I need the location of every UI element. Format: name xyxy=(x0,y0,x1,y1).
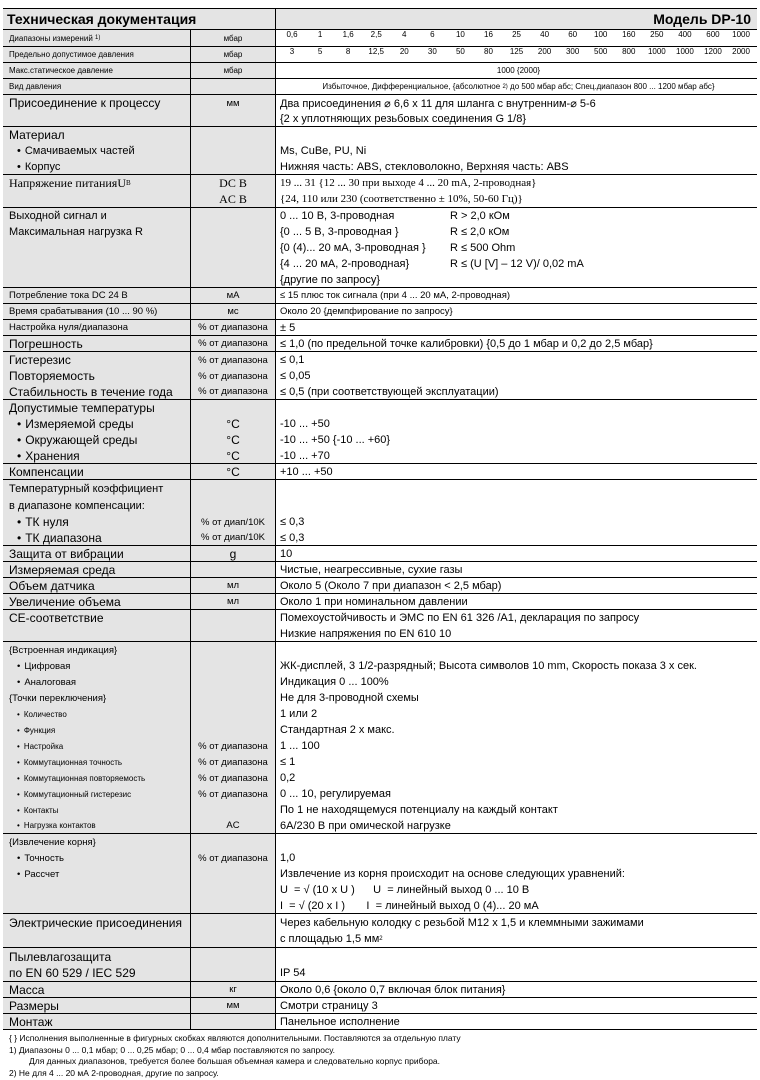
temp-storage-value: -10 ... +70 xyxy=(280,449,330,462)
response-label: Время срабатывания (10 ... 90 %) xyxy=(3,304,191,319)
current-unit: мА xyxy=(191,288,276,303)
power-ac-value: {24, 110 или 230 (соответственно ± 10%, 50-60 Гц)} xyxy=(280,193,523,205)
hysteresis-row xyxy=(3,352,757,368)
comp-value: +10 ... +50 xyxy=(280,465,333,478)
range-value: 60 xyxy=(568,30,578,39)
power-dc-value: 19 ... 31 {12 ... 30 при выходе 4 ... 20 mA, 2-проводная} xyxy=(280,177,537,189)
electrical-line1: Через кабельную колодку с резьбой M12 x 1,5 и клеммными зажимами xyxy=(280,916,644,929)
footnote-2: 2) Не для 4 ... 20 мА 2-проводная, другие по запросу. xyxy=(9,1067,219,1078)
repeat-value: ≤ 0,05 xyxy=(280,370,311,382)
switch-item-label: • Коммутационная повторяемость xyxy=(3,770,191,786)
ranges-values xyxy=(276,30,757,46)
display-digital-value: ЖК-дисплей, 3 1/2-разрядный; Высота символов 10 mm, Скорость показа 3 x сек. xyxy=(280,660,697,672)
volume-unit: мл xyxy=(191,578,276,593)
volume-value: Около 5 (Около 7 при диапазон < 2,5 мбар) xyxy=(280,579,502,592)
static-value: 1000 {2000} xyxy=(496,66,541,75)
switch-item-unit xyxy=(191,722,276,738)
temp-ambient-label: • Окружающей среды xyxy=(3,432,191,448)
mount-row xyxy=(3,1014,757,1030)
ptype-label: Вид давления xyxy=(3,79,191,94)
tk-zero-value: ≤ 0,3 xyxy=(280,516,305,528)
model-title: Модель DP-10 xyxy=(653,11,751,27)
output-row-1 xyxy=(3,208,757,224)
datasheet xyxy=(3,8,757,1079)
overload-value: 5 xyxy=(317,47,323,56)
mount-label: Монтаж xyxy=(3,1014,191,1029)
display-analog-value: Индикация 0 ... 100% xyxy=(280,676,389,688)
zero-value: ± 5 xyxy=(280,321,296,334)
overload-value: 20 xyxy=(399,47,409,56)
connection-line1: Два присоединения ⌀ 6,6 x 11 для шланга с внутренним-⌀ 5-6 xyxy=(280,97,596,110)
stability-value: ≤ 0,5 (при соответствующей эксплуатации) xyxy=(280,385,499,398)
tk-zero-label: • ТК нуля xyxy=(3,514,191,530)
temp-storage-label: • Хранения xyxy=(3,448,191,463)
accuracy-row xyxy=(3,336,757,352)
range-value: 400 xyxy=(678,30,692,39)
switch-item-label: • Нагрузка контактов xyxy=(3,818,191,833)
overload-value: 1200 xyxy=(704,47,722,56)
temp-medium-label: • Измеряемой среды xyxy=(3,416,191,432)
root-calc-value: Извлечение из корня происходит на основе следующих уравнений: xyxy=(280,868,625,880)
overload-values xyxy=(276,47,757,62)
root-acc-label: • Точность xyxy=(3,850,191,866)
root-acc-unit: % от диапазона xyxy=(191,850,276,866)
output-label-2: Максимальная нагрузка R xyxy=(3,224,191,240)
output-load-3: R ≤ 500 Ohm xyxy=(450,242,516,254)
overload-value: 125 xyxy=(509,47,524,56)
root-row xyxy=(3,834,757,850)
current-label: Потребление тока DC 24 В xyxy=(3,288,191,303)
root-label: {Извлечение корня} xyxy=(3,834,191,850)
wet-parts-label: • Смачиваемых частей xyxy=(3,143,191,159)
temps-label: Допустимые температуры xyxy=(3,400,191,416)
range-value: 4 xyxy=(402,30,407,39)
range-value: 600 xyxy=(706,30,720,39)
range-value: 6 xyxy=(430,30,435,39)
overload-value: 8 xyxy=(345,47,351,56)
stability-label: Стабильность в течение года xyxy=(3,384,191,399)
tk-label-2: в диапазоне компенсации: xyxy=(3,497,191,514)
stability-row xyxy=(3,384,757,400)
switch-item-value: 0 ... 10, регулируемая xyxy=(280,788,391,800)
current-row xyxy=(3,288,757,304)
comp-unit: °C xyxy=(191,464,276,479)
temp-ambient-unit: °C xyxy=(191,432,276,448)
power-label: Напряжение питанияU B xyxy=(3,175,191,191)
repeat-label: Повторяемость xyxy=(3,368,191,384)
zero-unit: % от диапазона xyxy=(191,320,276,335)
tk-span-unit: % от диап/10K xyxy=(191,530,276,545)
range-value: 1,6 xyxy=(342,30,354,39)
output-signal-1: 0 ... 10 В, 3-проводная xyxy=(280,210,395,222)
temps-row xyxy=(3,400,757,416)
range-value: 1000 xyxy=(732,30,750,39)
hysteresis-value: ≤ 0,1 xyxy=(280,354,305,366)
switch-item-unit: AC xyxy=(191,818,276,833)
overload-value: 3 xyxy=(289,47,295,56)
connection-row xyxy=(3,95,757,111)
accuracy-unit: % от диапазона xyxy=(191,336,276,351)
ip-label-1: Пылевлагозащита xyxy=(3,948,191,965)
accuracy-value: ≤ 1,0 (по предельной точке калибровки) {0,5 до 1 мбар и 0,2 до 2,5 мбар} xyxy=(280,337,653,350)
output-load-1: R > 2,0 кОм xyxy=(450,210,510,222)
range-value: 10 xyxy=(455,30,465,39)
volinc-value: Около 1 при номинальном давлении xyxy=(280,595,468,608)
range-value: 1 xyxy=(317,30,323,39)
switch-row-item xyxy=(3,818,757,834)
switch-row-item xyxy=(3,802,757,818)
output-row-4 xyxy=(3,256,757,272)
range-value: 25 xyxy=(512,30,521,39)
overload-value: 2000 xyxy=(732,47,750,56)
switch-row-item xyxy=(3,754,757,770)
connection-line2: {2 x уплотняющих резьбовых соединения G 1/8} xyxy=(280,112,527,125)
wet-parts-value: Ms, CuBe, PU, Ni xyxy=(280,145,367,157)
switch-item-value: 1 или 2 xyxy=(280,708,318,720)
tk-zero-unit: % от диап/10K xyxy=(191,514,276,530)
ce-label: CE-соответствие xyxy=(3,610,191,626)
switch-rows xyxy=(3,706,757,834)
output-other: {другие по запросу} xyxy=(280,273,381,286)
switch-item-label: • Контакты xyxy=(3,802,191,818)
switch-item-unit: % от диапазона xyxy=(191,786,276,802)
repeat-row xyxy=(3,368,757,384)
temp-medium-value: -10 ... +50 xyxy=(280,418,330,430)
zero-row xyxy=(3,320,757,336)
dims-label: Размеры xyxy=(3,998,191,1013)
temp-ambient-value: -10 ... +50 {-10 ... +60} xyxy=(280,434,391,446)
overload-value: 12,5 xyxy=(368,47,384,56)
accuracy-label: Погрешность xyxy=(3,336,191,351)
dims-unit: мм xyxy=(191,998,276,1013)
range-value: 250 xyxy=(650,30,664,39)
switch-row-item xyxy=(3,770,757,786)
mount-value: Панельное исполнение xyxy=(280,1015,400,1028)
output-row-3 xyxy=(3,240,757,256)
switch-item-unit: % от диапазона xyxy=(191,738,276,754)
switch-item-unit xyxy=(191,706,276,722)
electrical-label: Электрические присоединения xyxy=(3,914,191,931)
connection-label: Присоединение к процессу xyxy=(3,95,191,111)
ptype-value: Избыточное, Дифференциальное, {абсолютное 2) до 500 мбар абс; Спец.диапазон 800 ... 1200 мбар абс} xyxy=(322,82,715,91)
vibration-value: 10 xyxy=(280,547,293,560)
mass-unit: кг xyxy=(191,982,276,997)
output-load-2: R ≤ 2,0 кОм xyxy=(450,226,510,238)
overload-value: 500 xyxy=(594,47,608,56)
tk-row xyxy=(3,480,757,497)
footnote-1-cont: Для данных диапазонов, требуется более большая объемная камера и следовательно корпус прибора. xyxy=(29,1056,441,1066)
switch-item-value: ≤ 1 xyxy=(280,756,296,768)
overload-unit: мбар xyxy=(191,47,276,62)
switch-item-value: 0,2 xyxy=(280,772,296,784)
switch-item-label: • Коммутационная точность xyxy=(3,754,191,770)
switch-item-unit: % от диапазона xyxy=(191,770,276,786)
mass-value: Около 0,6 {около 0,7 включая блок питания} xyxy=(280,983,506,996)
range-value: 40 xyxy=(540,30,550,39)
medium-value: Чистые, неагрессивные, сухие газы xyxy=(280,563,463,576)
vibration-row xyxy=(3,546,757,562)
static-unit: мбар xyxy=(191,63,276,78)
tk-span-label: • ТК диапазона xyxy=(3,530,191,545)
electrical-row xyxy=(3,914,757,931)
output-row-2 xyxy=(3,224,757,240)
overload-row xyxy=(3,46,757,62)
repeat-unit: % от диапазона xyxy=(191,368,276,384)
switch-item-label: • Функция xyxy=(3,722,191,738)
switch-item-value: 1 ... 100 xyxy=(280,740,320,752)
root-eq2: I = √ (20 x I ) I = линейный выход 0 (4)... 20 мА xyxy=(280,899,539,912)
static-row xyxy=(3,62,757,78)
material-label: Материал xyxy=(3,127,191,143)
root-calc-label: • Рассчет xyxy=(3,866,191,882)
vibration-label: Защита от вибрации xyxy=(3,546,191,561)
output-signal-4: {4 ... 20 мА, 2-проводная} xyxy=(280,258,410,270)
range-value: 2,5 xyxy=(370,30,382,39)
ranges-label: Диапазоны измерений 1) xyxy=(3,30,191,46)
tk-label-1: Температурный коэффициент xyxy=(3,480,191,497)
ip-label-2: по EN 60 529 / IEC 529 xyxy=(3,965,191,981)
hysteresis-unit: % от диапазона xyxy=(191,352,276,368)
connection-unit: мм xyxy=(191,95,276,111)
ranges-row xyxy=(3,30,757,46)
switch-item-label: • Количество xyxy=(3,706,191,722)
switch-item-label: • Настройка xyxy=(3,738,191,754)
zero-label: Настройка нуля/диапазона xyxy=(3,320,191,335)
overload-label: Предельно допустимое давления xyxy=(3,47,191,62)
switch-item-unit: % от диапазона xyxy=(191,754,276,770)
root-acc-value: 1,0 xyxy=(280,852,296,864)
switch-row-item xyxy=(3,786,757,802)
material-row xyxy=(3,127,757,143)
output-signal-2: {0 ... 5 В, 3-проводная } xyxy=(280,226,399,238)
overload-value: 80 xyxy=(484,47,493,56)
ranges-unit: мбар xyxy=(191,30,276,46)
temp-storage-unit: °C xyxy=(191,448,276,463)
overload-value: 300 xyxy=(565,47,580,56)
ip-row xyxy=(3,948,757,965)
volinc-row xyxy=(3,594,757,610)
range-value: 16 xyxy=(484,30,493,39)
response-unit: мс xyxy=(191,304,276,319)
footnote-braces: { } Исполнения выполненные в фигурных скобках являются дополнительными. Поставляются за отдельную плату xyxy=(9,1033,461,1043)
case-label: • Корпус xyxy=(3,159,191,174)
case-value: Нижняя часть: ABS, стекловолокно, Верхняя часть: ABS xyxy=(280,160,569,173)
medium-row xyxy=(3,562,757,578)
switch-row-item xyxy=(3,738,757,754)
output-load-4: R ≤ (U [V] – 12 V)/ 0,02 mA xyxy=(450,258,584,270)
power-ac-unit: AC B xyxy=(191,191,276,207)
ce-row xyxy=(3,610,757,626)
mass-label: Масса xyxy=(3,982,191,997)
display-label: {Встроенная индикация} xyxy=(3,642,191,658)
temp-medium-unit: °C xyxy=(191,416,276,432)
switch-row-item xyxy=(3,722,757,738)
sheet-header xyxy=(3,8,757,30)
static-label: Макс.статическое давление xyxy=(3,63,191,78)
doc-title: Техническая документация xyxy=(3,9,276,29)
display-analog-label: • Аналоговая xyxy=(3,674,191,690)
power-dc-unit: DC B xyxy=(191,175,276,191)
output-label-1: Выходной сигнал и xyxy=(3,208,191,224)
volume-row xyxy=(3,578,757,594)
volume-label: Объем датчика xyxy=(3,578,191,593)
switch-item-value: 6A/230 В при омической нагрузке xyxy=(280,819,451,832)
display-digital-label: • Цифровая xyxy=(3,658,191,674)
ip-value: IP 54 xyxy=(280,967,306,979)
switch-item-value: По 1 не находящемуся потенциалу на каждый контакт xyxy=(280,804,558,816)
switch-value: Не для 3-проводной схемы xyxy=(280,692,419,704)
volinc-label: Увеличение объема xyxy=(3,594,191,609)
medium-label: Измеряемая среда xyxy=(3,562,191,577)
volinc-unit: мл xyxy=(191,594,276,609)
range-value: 100 xyxy=(594,30,608,39)
overload-value: 200 xyxy=(537,47,552,56)
response-row xyxy=(3,304,757,320)
dims-value: Смотри страницу 3 xyxy=(280,999,378,1012)
mass-row xyxy=(3,982,757,998)
dims-row xyxy=(3,998,757,1014)
ptype-row xyxy=(3,78,757,95)
tk-span-value: ≤ 0,3 xyxy=(280,531,305,544)
overload-value: 50 xyxy=(455,47,465,56)
power-row xyxy=(3,175,757,191)
root-eq1: U = √ (10 x U ) U = линейный выход 0 ... 10 В xyxy=(280,884,530,896)
overload-value: 30 xyxy=(427,47,437,56)
ce-line2: Низкие напряжения по EN 610 10 xyxy=(280,627,452,640)
footnote-1: 1) Диапазоны 0 ... 0,1 мбар; 0 ... 0,25 мбар; 0 ... 0,4 мбар поставляются по запросу. xyxy=(9,1044,335,1055)
switch-item-unit xyxy=(191,802,276,818)
switch-item-label: • Коммутационный гистерезис xyxy=(3,786,191,802)
footnotes xyxy=(3,1033,757,1079)
overload-value: 1000 xyxy=(676,47,694,56)
display-row xyxy=(3,642,757,658)
stability-unit: % от диапазона xyxy=(191,384,276,399)
comp-label: Компенсации xyxy=(3,464,191,479)
current-value: ≤ 15 плюс ток сигнала (при 4 ... 20 мА, 2-проводная) xyxy=(280,290,511,301)
output-signal-3: {0 (4)... 20 мА, 3-проводная } xyxy=(280,242,426,254)
range-value: 0,6 xyxy=(286,30,298,39)
response-value: Около 20 {демпфирование по запросу} xyxy=(280,306,453,317)
ce-line1: Помехоустойчивость и ЭМС по EN 61 326 /A1, декларация по запросу xyxy=(280,612,640,624)
switch-row-item xyxy=(3,706,757,722)
range-value: 160 xyxy=(622,30,636,39)
switch-label: {Точки переключения} xyxy=(3,690,191,706)
vibration-unit: g xyxy=(191,546,276,561)
electrical-line2: с площадью 1,5 мм 2 xyxy=(280,933,383,945)
comp-row xyxy=(3,464,757,480)
switch-row xyxy=(3,690,757,706)
overload-value: 800 xyxy=(622,47,636,56)
overload-value: 1000 xyxy=(647,47,666,56)
switch-item-value: Стандартная 2 х макс. xyxy=(280,724,395,736)
hysteresis-label: Гистерезис xyxy=(3,352,191,368)
